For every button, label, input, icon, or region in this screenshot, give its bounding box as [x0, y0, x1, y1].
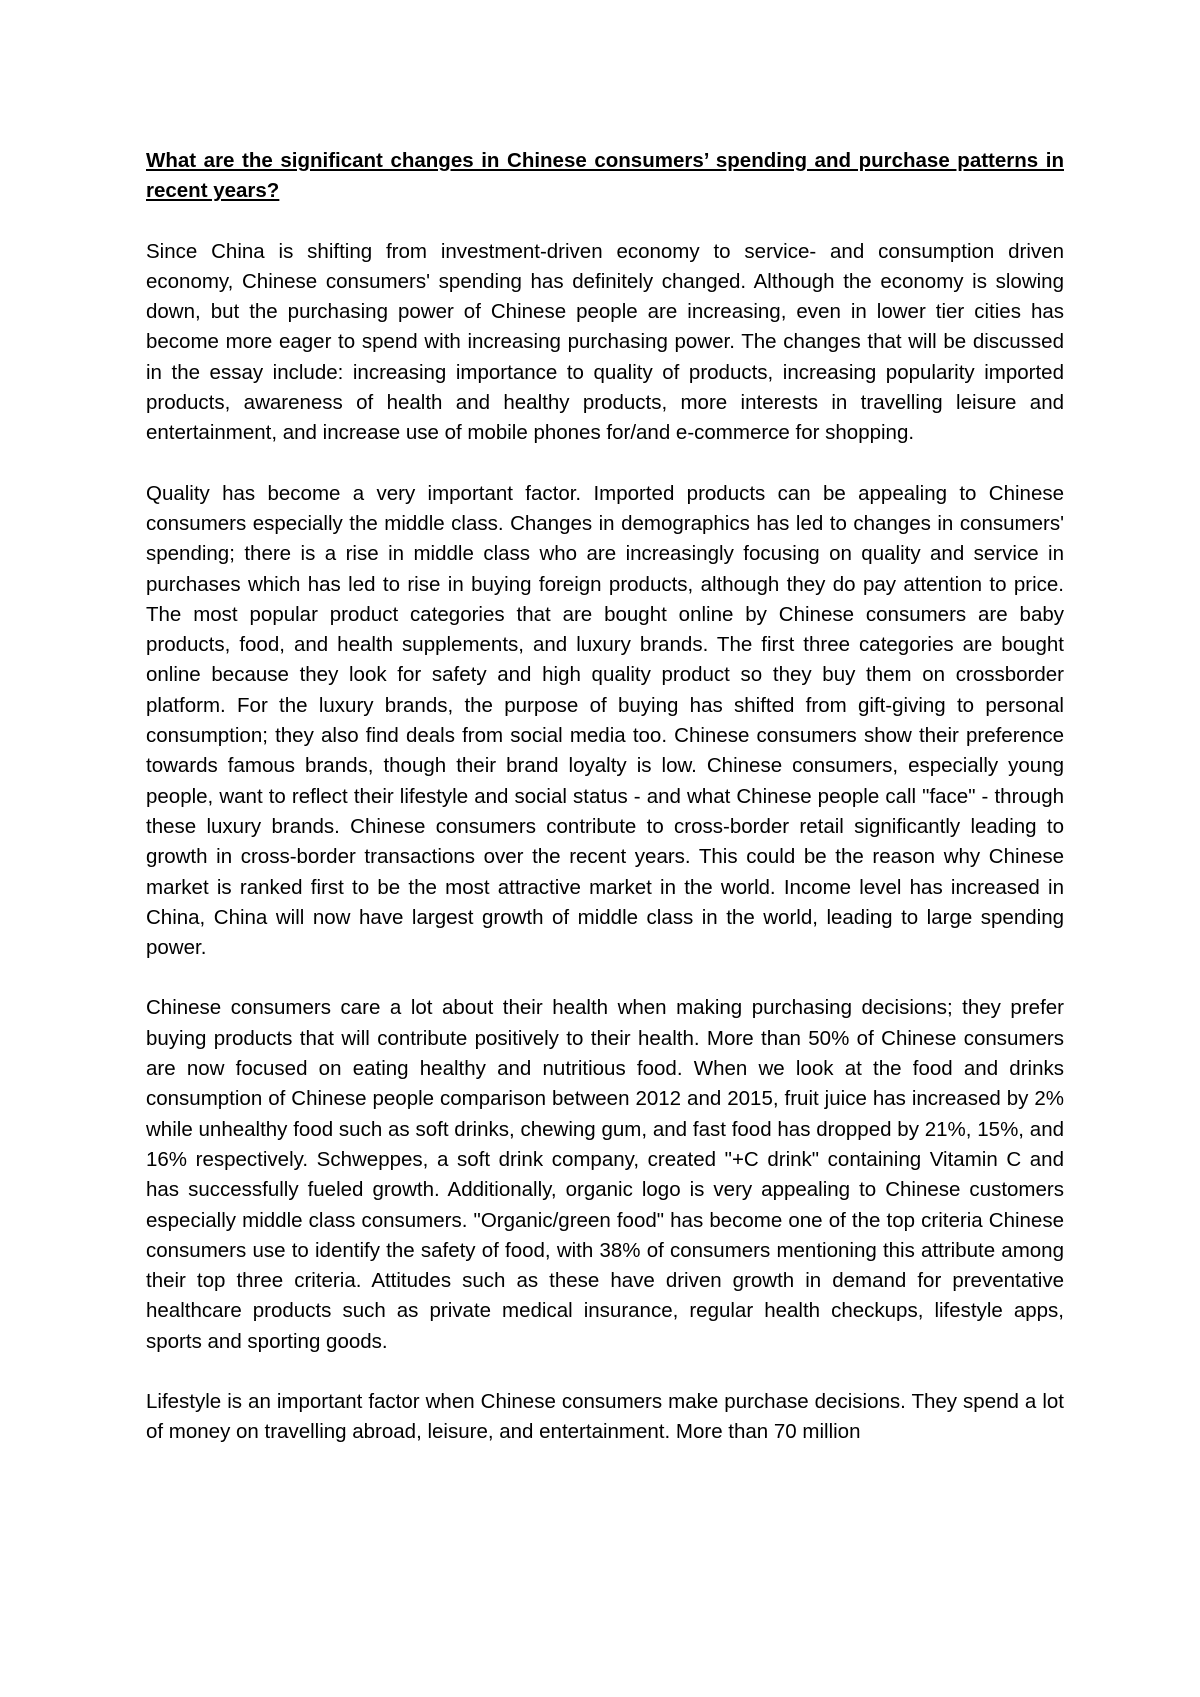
paragraph-health: Chinese consumers care a lot about their health when making purchasing decisions; they prefer buying products that will contribute positively to their health. More than 50% of Chinese consumers are now focused on eating healthy and nutritious food. When we look at the food and drinks consumption of Chinese people comparison between 2012 and 2015, fruit juice has increased by 2% while unhealthy food such as soft drinks, chewing gum, and fast food has dropped by 21%, 15%, and 16% respectively. Schweppes, a soft drink company, created "+C drink" containing Vitamin C and has successfully fueled growth. Additionally, organic logo is very appealing to Chinese customers especially middle class consumers. "Organic/green food" has become one of the top criteria Chinese consumers use to identify the safety of food, with 38% of consumers mentioning this attribute among their top three criteria. Attitudes such as these have driven growth in demand for preventative healthcare products such as private medical insurance, regular health checkups, lifestyle apps, sports and sporting goods.: [146, 996, 1064, 1353]
paragraph-intro: Since China is shifting from investment-driven economy to service- and consumption driven economy, Chinese consumers' spending has definitely changed. Although the economy is slowing down, but the purchasing power of Chinese people are increasing, even in lower tier cities has become more eager to spend with increasing purchasing power. The changes that will be discussed in the essay include: increasing importance to quality of products, increasing popularity imported products, awareness of health and healthy products, more interests in travelling leisure and entertainment, and increase use of mobile phones for/and e-commerce for shopping.: [146, 239, 1064, 445]
paragraph-lifestyle: Lifestyle is an important factor when Chinese consumers make purchase decisions. They spend a lot of money on travelling abroad, leisure, and entertainment. More than 70 million: [146, 1389, 1064, 1444]
paragraph-quality: Quality has become a very important factor. Imported products can be appealing to Chinese consumers especially the middle class. Changes in demographics has led to changes in consumers' spending; there is a rise in middle class who are increasingly focusing on quality and service in purchases which has led to rise in buying foreign products, although they do pay attention to price. The most popular product categories that are bought online by Chinese consumers are baby products, food, and health supplements, and luxury brands. The first three categories are bought online because they look for safety and high quality product so they buy them on crossborder platform. For the luxury brands, the purpose of buying has shifted from gift-giving to personal consumption; they also find deals from social media too. Chinese consumers show their preference towards famous brands, though their brand loyalty is low. Chinese consumers, especially young people, want to reflect their lifestyle and social status - and what Chinese people call "face" - through these luxury brands. Chinese consumers contribute to cross-border retail significantly leading to growth in cross-border transactions over the recent years. This could be the reason why Chinese market is ranked first to be the most attractive market in the world. Income level has increased in China, China will now have largest growth of middle class in the world, leading to large spending power.: [146, 481, 1064, 960]
document-title: What are the significant changes in Chinese consumers’ spending and purchase patterns in recent years?: [146, 149, 1064, 203]
document-page: [146, 146, 1064, 1448]
